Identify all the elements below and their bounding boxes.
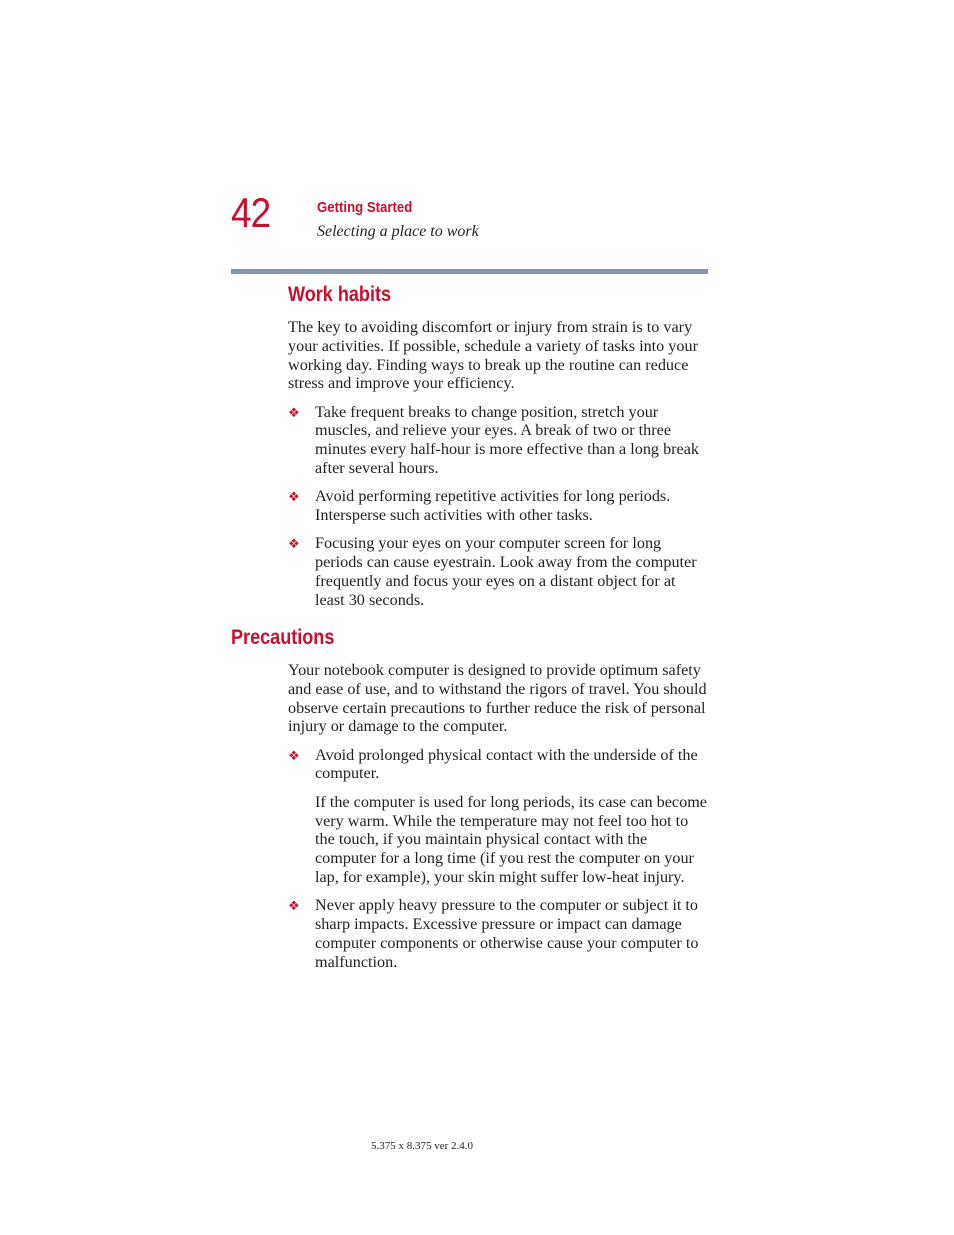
list-item (288, 534, 708, 609)
page-number: 42 (231, 189, 271, 236)
diamond-bullet-icon: ❖ (288, 489, 300, 505)
list-item-text: Avoid performing repetitive activities for long periods. Intersperse such activities with other tasks. (315, 487, 671, 525)
list-item-text: Focusing your eyes on your computer screen for long periods can cause eyestrain. Look away from the computer frequently and focus your eyes on a distant object for at least 30 seconds. (315, 534, 697, 609)
list-item-text: Avoid prolonged physical contact with the underside of the computer. (315, 745, 698, 783)
chapter-title: Getting Started (317, 199, 413, 216)
precautions-intro: Your notebook computer is designed to provide optimum safety and ease of use, and to withstand the rigors of travel. You should observe certain precautions to further reduce the risk of personal injury or damage to the computer. (288, 661, 707, 736)
work-habits-list (288, 403, 708, 610)
precautions-section (288, 661, 708, 971)
diamond-bullet-icon: ❖ (288, 898, 300, 914)
work-habits-section (288, 318, 708, 610)
list-item-text: Never apply heavy pressure to the computer or subject it to sharp impacts. Excessive pressure or impact can damage computer components or otherwise cause your computer to malfunction. (315, 896, 699, 971)
work-habits-heading: Work habits (288, 283, 392, 306)
list-item-text: Take frequent breaks to change position, stretch your muscles, and relieve your eyes. A break of two or three minutes every half-hour is more effective than a long break after several hours. (315, 402, 700, 478)
list-item (288, 487, 708, 525)
footer-version: 5.375 x 8.375 ver 2.4.0 (371, 1140, 474, 1152)
diamond-bullet-icon: ❖ (288, 747, 300, 763)
precautions-heading: Precautions (231, 626, 335, 649)
list-item (288, 403, 708, 478)
work-habits-intro: The key to avoiding discomfort or injury from strain is to vary your activities. If possible, schedule a variety of tasks into your working day. Finding ways to break up the routine can reduce stress and improve your efficiency. (288, 318, 698, 393)
diamond-bullet-icon: ❖ (288, 404, 300, 420)
list-item (288, 896, 708, 971)
list-item-detail: If the computer is used for long periods, its case can become very warm. While the temperature may not feel too hot to the touch, if you maintain physical contact with the computer for a long time (if you rest the computer on your lap, for example), your skin might suffer low-heat injury. (315, 792, 707, 886)
list-item (288, 746, 708, 887)
precautions-list (288, 746, 708, 972)
header-rule (231, 269, 708, 274)
diamond-bullet-icon: ❖ (288, 536, 300, 552)
section-subtitle: Selecting a place to work (317, 223, 479, 240)
